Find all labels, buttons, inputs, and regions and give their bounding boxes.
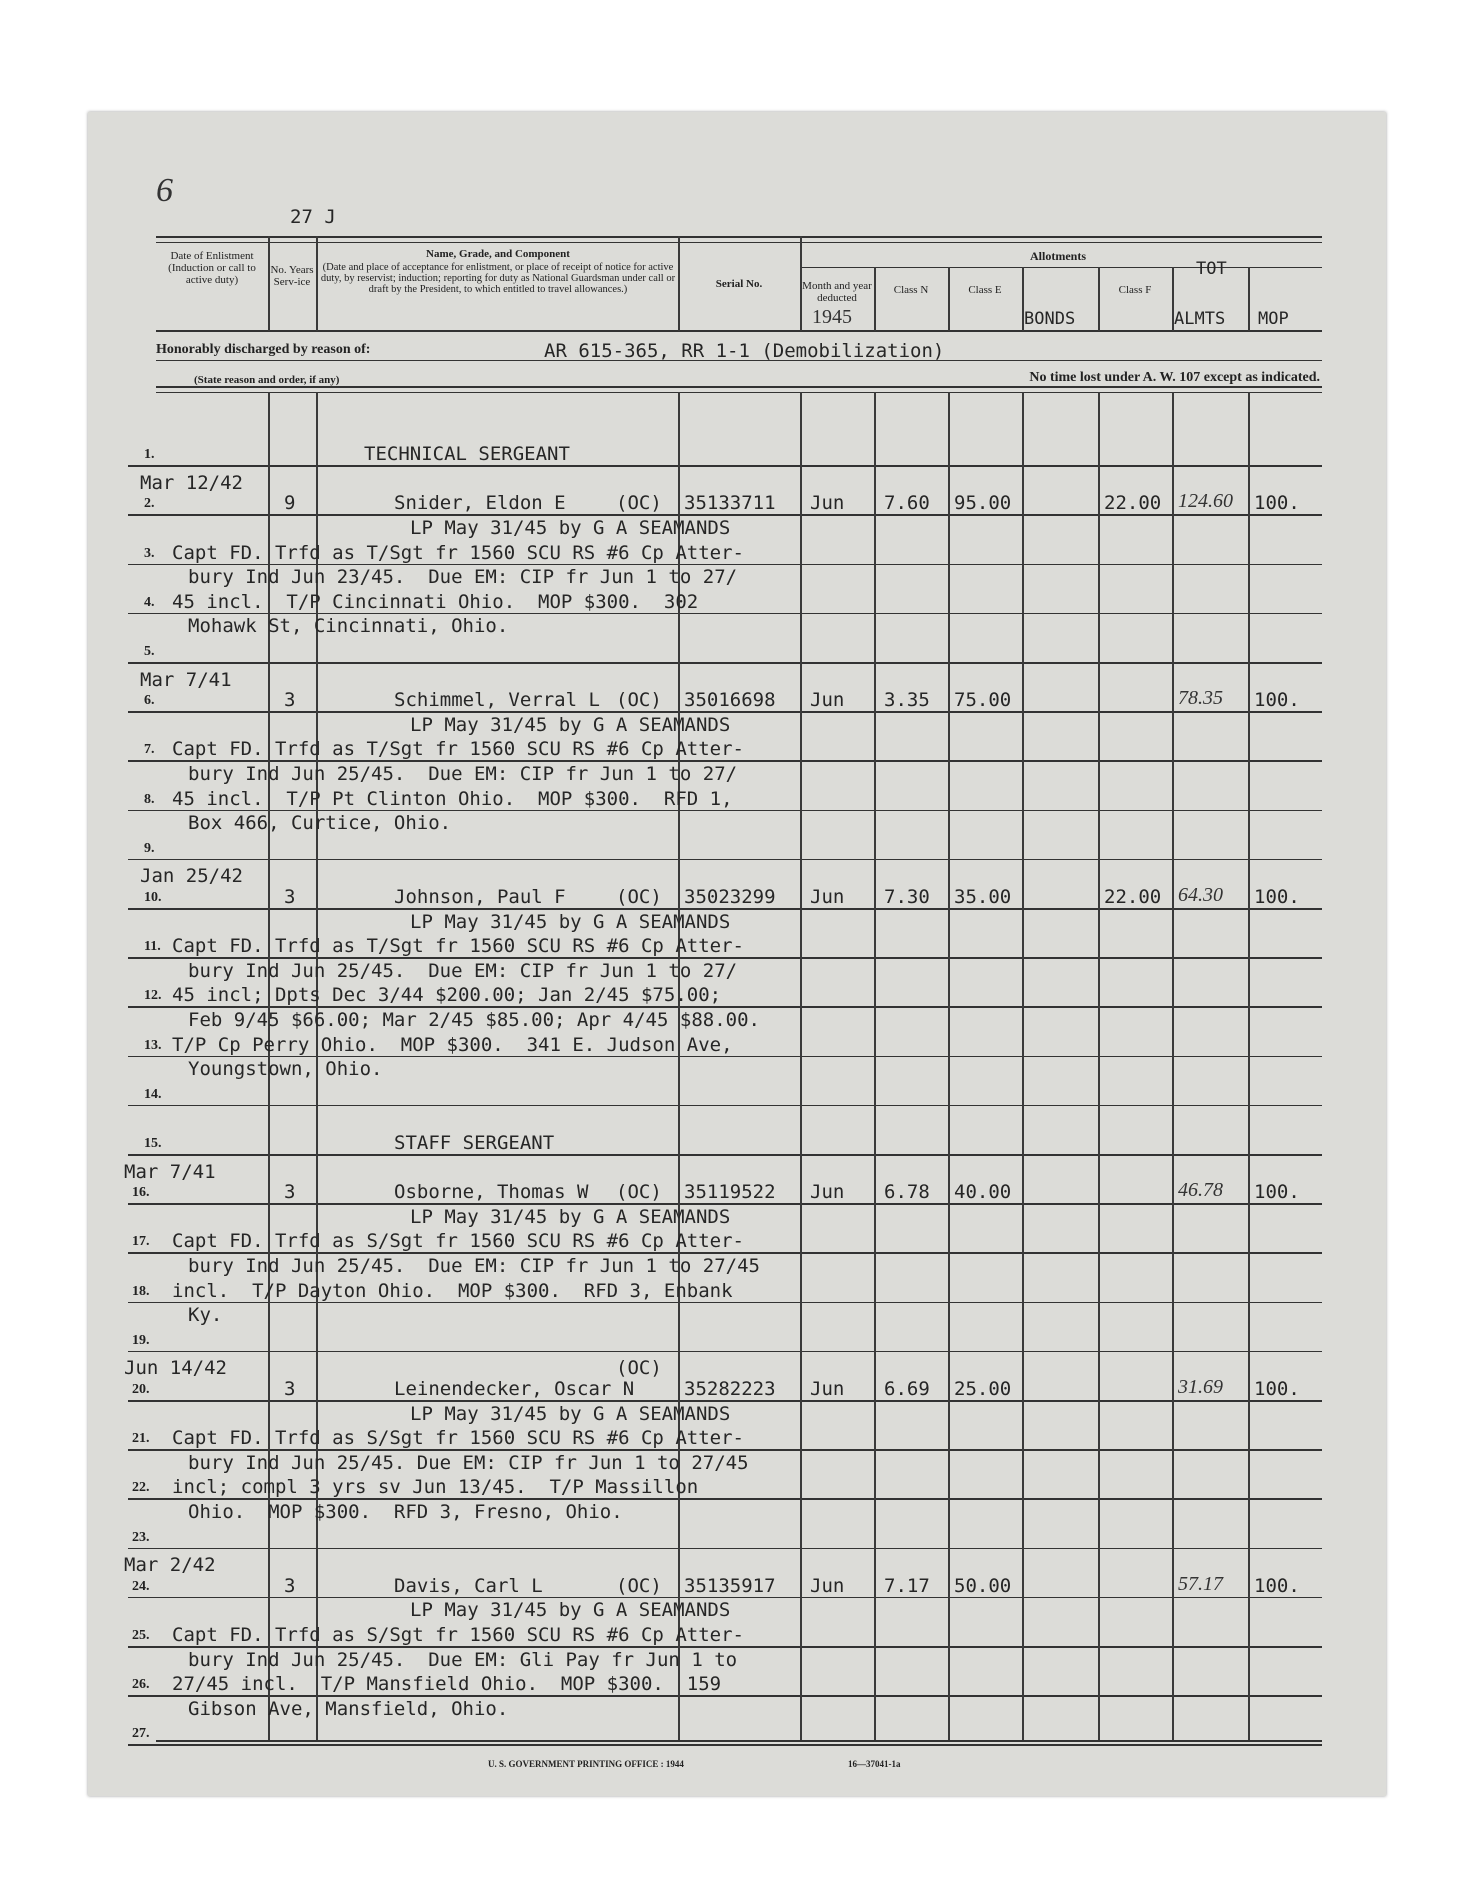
header-name-desc: (Date and place of acceptance for enlistment, or place of receipt of notice for active duty, by reservist; induction; reporting for duty as National Guardsman under call or draft by the President, to which entitled to travel allowances.) (320, 262, 676, 295)
line-number: 5. (144, 644, 155, 659)
ruled-line (128, 1302, 1322, 1304)
mop-amount: 100. (1254, 689, 1300, 712)
header-mop: MOP (1258, 309, 1289, 329)
serial-number: 35016698 (684, 689, 776, 712)
line-number: 1. (144, 447, 155, 463)
column-line (874, 392, 876, 1742)
deduction-month: Jun (810, 1181, 845, 1204)
ruled-line (128, 1695, 1322, 1697)
mop-amount: 100. (1254, 492, 1300, 515)
month-year: 1945 (812, 306, 852, 328)
remarks-line: incl; compl 3 yrs sv Jun 13/45. T/P Massillon (172, 1476, 699, 1499)
header-name-title: Name, Grade, and Component (426, 248, 570, 260)
component: (OC) (616, 1357, 662, 1380)
years-service: 3 (284, 1181, 296, 1204)
header-allotments: Allotments (1030, 249, 1086, 263)
mop-amount: 100. (1254, 886, 1300, 908)
remarks-line: 27/45 incl. T/P Mansfield Ohio. MOP $300. 159 (172, 1673, 722, 1696)
ruled-line (128, 1548, 1322, 1550)
remarks-line: incl. T/P Dayton Ohio. MOP $300. RFD 3, Enbank (172, 1279, 733, 1302)
total-allotments: 46.78 (1178, 1179, 1223, 1202)
header-month: Month and year deducted (802, 280, 872, 304)
class-n-amount: 6.78 (884, 1181, 930, 1204)
soldier-name: Snider, Eldon E (394, 492, 566, 515)
serial-number: 35119522 (684, 1181, 776, 1204)
class-e-amount: 40.00 (954, 1181, 1012, 1204)
discharge-reason: AR 615-365, RR 1-1 (Demobilization) (544, 340, 945, 362)
document-sheet (88, 112, 1386, 1796)
serial-number: 35133711 (684, 492, 776, 515)
line-number: 23. (132, 1529, 150, 1545)
enlistment-date: Mar 7/41 (140, 668, 232, 691)
line-number: 8. (144, 791, 155, 807)
remarks-line: bury Ind Jun 25/45. Due EM: Gli Pay fr Jun 1 to (188, 1648, 738, 1671)
line-number: 7. (144, 742, 155, 758)
component: (OC) (616, 886, 662, 908)
header-class-e: Class E (968, 284, 1002, 296)
line-number: 6. (144, 693, 155, 709)
column-line (1248, 392, 1250, 1742)
ruled-line (128, 1498, 1322, 1500)
ruled-line (128, 760, 1322, 762)
remarks-line: LP May 31/45 by G A SEAMANDS (410, 1599, 731, 1622)
ruled-line (128, 1597, 1322, 1599)
remarks-line: LP May 31/45 by G A SEAMANDS (410, 713, 731, 736)
corner-mark: 6 (156, 172, 173, 209)
ruled-line (128, 1006, 1322, 1008)
ruled-line (128, 908, 1322, 910)
deduction-month: Jun (810, 492, 845, 515)
enlistment-date: Mar 7/41 (124, 1160, 216, 1183)
mop-amount: 100. (1254, 1181, 1300, 1204)
remarks-line: Feb 9/45 $66.00; Mar 2/45 $85.00; Apr 4/45 $88.00. (188, 1009, 760, 1031)
remarks-line: bury Ind Jun 25/45. Due EM: CIP fr Jun 1 to 27/ (188, 763, 738, 785)
ruled-line (128, 1056, 1322, 1058)
class-e-amount: 50.00 (954, 1574, 1012, 1597)
footer-form: 16—37041-1a (848, 1759, 901, 1769)
grade-heading: STAFF SERGEANT (394, 1132, 555, 1154)
ruled-line (128, 564, 1322, 566)
deduction-month: Jun (810, 689, 845, 712)
column-line (1098, 392, 1100, 1742)
component: (OC) (616, 689, 662, 712)
total-allotments: 57.17 (1178, 1572, 1223, 1595)
remarks-line: bury Ind Jun 25/45. Due EM: CIP fr Jun 1 to 27/ (188, 959, 738, 982)
class-f-amount: 22.00 (1104, 886, 1162, 908)
ruled-line (128, 613, 1322, 615)
discharge-label: Honorably discharged by reason of: (156, 342, 371, 357)
line-number: 13. (144, 1037, 162, 1053)
header-class-f: Class F (1118, 284, 1152, 296)
years-service: 3 (284, 689, 296, 712)
line-number: 24. (132, 1578, 150, 1594)
ruled-line (128, 1203, 1322, 1205)
class-f-amount: 22.00 (1104, 492, 1162, 515)
line-number: 2. (144, 496, 155, 512)
component: (OC) (616, 1181, 662, 1204)
ruled-line (128, 1351, 1322, 1353)
footer-printer: U. S. GOVERNMENT PRINTING OFFICE : 1944 (488, 1759, 684, 1769)
remarks-line: T/P Cp Perry Ohio. MOP $300. 341 E. Judson Ave, (172, 1033, 733, 1056)
page-code: 27 J (290, 206, 336, 228)
column-line (1172, 392, 1174, 1742)
remarks-line: Capt FD. Trfd as T/Sgt fr 1560 SCU RS #6 Cp Atter- (172, 738, 744, 761)
class-n-amount: 7.60 (884, 492, 930, 515)
line-number: 3. (144, 545, 155, 561)
enlistment-date: Mar 2/42 (124, 1554, 216, 1577)
remarks-line: Ky. (188, 1304, 223, 1327)
enlistment-date: Jan 25/42 (140, 865, 243, 888)
remarks-line: Capt FD. Trfd as T/Sgt fr 1560 SCU RS #6 Cp Atter- (172, 541, 744, 564)
class-e-amount: 95.00 (954, 492, 1012, 515)
ruled-line (128, 1744, 1322, 1746)
header-almts: ALMTS (1174, 309, 1226, 329)
line-number: 16. (132, 1185, 150, 1201)
header-class-n: Class N (893, 284, 929, 296)
enlistment-date: Jun 14/42 (124, 1357, 227, 1380)
serial-number: 35135917 (684, 1574, 776, 1597)
soldier-name: Johnson, Paul F (394, 886, 566, 908)
ruled-line (128, 1400, 1322, 1402)
total-allotments: 78.35 (1178, 687, 1223, 710)
deduction-month: Jun (810, 1378, 845, 1400)
years-service: 3 (284, 1574, 296, 1597)
line-number: 12. (144, 988, 162, 1004)
header-years: No. Years Serv-ice (270, 264, 314, 288)
remarks-line: Mohawk St, Cincinnati, Ohio. (188, 615, 509, 638)
remarks-line: Capt FD. Trfd as S/Sgt fr 1560 SCU RS #6 Cp Atter- (172, 1230, 744, 1253)
serial-number: 35023299 (684, 886, 776, 908)
component: (OC) (616, 492, 662, 515)
line-number: 21. (132, 1431, 150, 1447)
mop-amount: 100. (1254, 1574, 1300, 1597)
ruled-line (128, 1646, 1322, 1648)
remarks-line: Box 466, Curtice, Ohio. (188, 812, 452, 835)
ruled-line (128, 1154, 1322, 1156)
column-line (1022, 392, 1024, 1742)
remarks-line: Ohio. MOP $300. RFD 3, Fresno, Ohio. (188, 1501, 623, 1523)
class-n-amount: 7.17 (884, 1574, 930, 1597)
grade-heading: TECHNICAL SERGEANT (364, 443, 570, 466)
discharge-note: No time lost under A. W. 107 except as indicated. (1029, 370, 1320, 385)
ruled-line (128, 1105, 1322, 1107)
remarks-line: Youngstown, Ohio. (188, 1058, 383, 1081)
column-line (948, 392, 950, 1742)
header-tot: TOT (1196, 259, 1227, 279)
discharge-sublabel: (State reason and order, if any) (194, 374, 340, 386)
line-number: 11. (144, 939, 161, 955)
class-n-amount: 7.30 (884, 886, 930, 908)
serial-number: 35282223 (684, 1378, 776, 1400)
remarks-line: Gibson Ave, Mansfield, Ohio. (188, 1697, 509, 1720)
line-number: 17. (132, 1234, 150, 1250)
line-number: 22. (132, 1480, 150, 1496)
years-service: 9 (284, 492, 296, 515)
line-number: 18. (132, 1283, 150, 1299)
column-line (800, 392, 802, 1742)
enlistment-date: Mar 12/42 (140, 471, 243, 494)
line-number: 19. (132, 1332, 150, 1348)
remarks-line: 45 incl. T/P Cincinnati Ohio. MOP $300. 302 (172, 590, 699, 613)
total-allotments: 31.69 (1178, 1376, 1223, 1398)
line-number: 10. (144, 890, 162, 905)
line-number: 25. (132, 1628, 150, 1643)
remarks-line: LP May 31/45 by G A SEAMANDS (410, 1402, 731, 1425)
deduction-month: Jun (810, 1574, 845, 1597)
remarks-line: bury Ind Jun 25/45. Due EM: CIP fr Jun 1 to 27/45 (188, 1451, 749, 1474)
years-service: 3 (284, 886, 296, 908)
total-allotments: 64.30 (1178, 884, 1223, 906)
remarks-line: Capt FD. Trfd as T/Sgt fr 1560 SCU RS #6 Cp Atter- (172, 935, 744, 958)
ruled-line (128, 957, 1322, 959)
remarks-line: Capt FD. Trfd as S/Sgt fr 1560 SCU RS #6 Cp Atter- (172, 1624, 744, 1646)
soldier-name: Leinendecker, Oscar N (394, 1378, 635, 1400)
header-bonds: BONDS (1024, 309, 1076, 329)
line-number: 4. (144, 594, 155, 610)
ruled-line (128, 662, 1322, 664)
class-e-amount: 35.00 (954, 886, 1012, 908)
years-service: 3 (284, 1378, 296, 1400)
remarks-line: bury Ind Jun 25/45. Due EM: CIP fr Jun 1 to 27/45 (188, 1255, 760, 1277)
ruled-line (128, 1449, 1322, 1451)
ruled-line (128, 514, 1322, 516)
ruled-line (128, 1252, 1322, 1254)
deduction-month: Jun (810, 886, 845, 908)
remarks-line: bury Ind Jun 23/45. Due EM: CIP fr Jun 1 to 27/ (188, 566, 738, 589)
ruled-line (128, 465, 1322, 467)
class-n-amount: 6.69 (884, 1378, 930, 1400)
component: (OC) (616, 1574, 662, 1597)
ruled-line (128, 859, 1322, 861)
total-allotments: 124.60 (1178, 490, 1233, 513)
remarks-line: 45 incl. T/P Pt Clinton Ohio. MOP $300. RFD 1, (172, 787, 733, 810)
line-number: 14. (144, 1086, 162, 1102)
class-n-amount: 3.35 (884, 689, 930, 712)
soldier-name: Osborne, Thomas W (394, 1181, 589, 1204)
ruled-line (128, 810, 1322, 812)
line-number: 20. (132, 1382, 150, 1397)
remarks-line: LP May 31/45 by G A SEAMANDS (410, 910, 731, 933)
line-number: 15. (144, 1136, 162, 1151)
line-number: 9. (144, 840, 155, 856)
class-e-amount: 25.00 (954, 1378, 1012, 1400)
header-date: Date of Enlistment (Induction or call to active duty) (168, 250, 256, 286)
remarks-line: 45 incl; Dpts Dec 3/44 $200.00; Jan 2/45 $75.00; (172, 984, 722, 1007)
remarks-line: LP May 31/45 by G A SEAMANDS (410, 517, 731, 539)
soldier-name: Davis, Carl L (394, 1574, 543, 1597)
header-serial: Serial No. (715, 278, 763, 290)
soldier-name: Schimmel, Verral L (394, 689, 600, 712)
mop-amount: 100. (1254, 1378, 1300, 1400)
remarks-line: Capt FD. Trfd as S/Sgt fr 1560 SCU RS #6 Cp Atter- (172, 1427, 744, 1450)
class-e-amount: 75.00 (954, 689, 1012, 712)
ruled-line (128, 711, 1322, 713)
line-number: 26. (132, 1677, 150, 1693)
remarks-line: LP May 31/45 by G A SEAMANDS (410, 1205, 731, 1228)
line-number: 27. (132, 1726, 150, 1742)
